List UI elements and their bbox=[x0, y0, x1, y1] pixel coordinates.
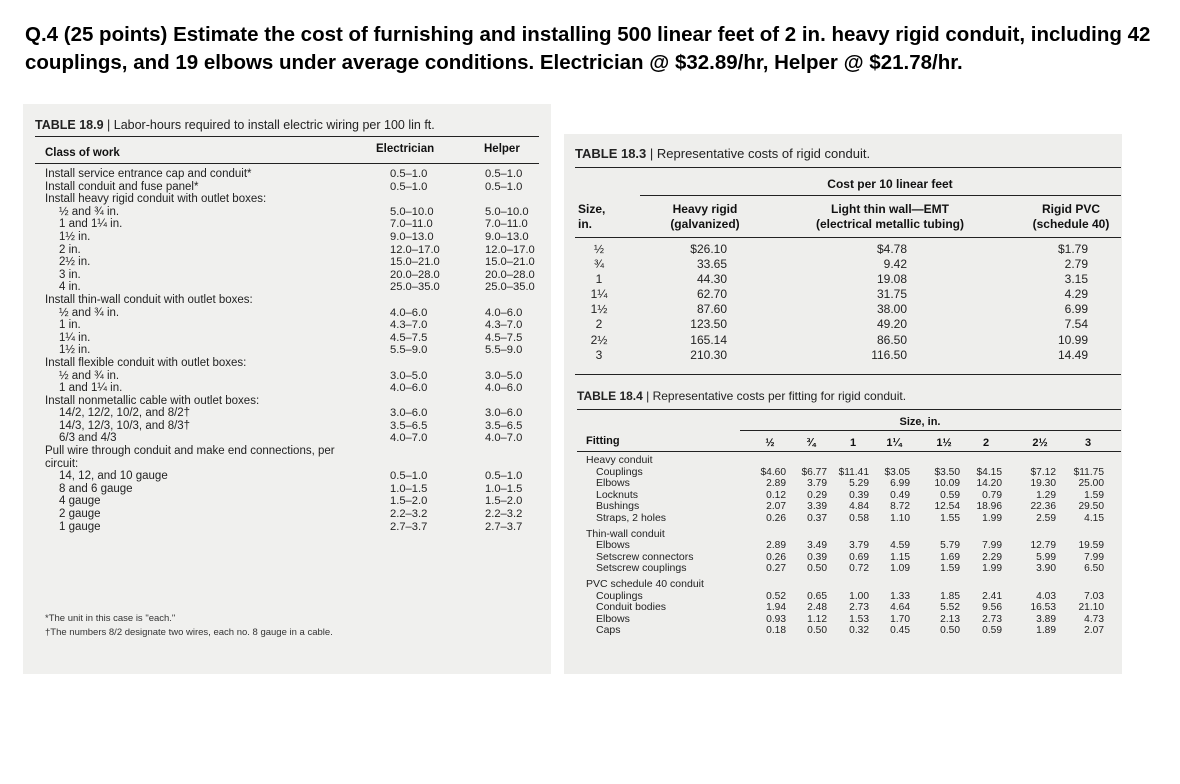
helper-hours bbox=[485, 395, 555, 408]
class-of-work-row: Install thin-wall conduit with outlet boxes: bbox=[45, 293, 253, 306]
t183-header-heavy-l1: Heavy rigid bbox=[672, 202, 738, 216]
top-rule bbox=[35, 136, 539, 137]
fitting-cost: 1.33 bbox=[890, 590, 910, 602]
fitting-name: Conduit bodies bbox=[596, 601, 667, 614]
fitting-cost: 0.52 bbox=[766, 590, 786, 602]
fitting-cost: 4.64 bbox=[890, 602, 910, 614]
t183-header-heavy bbox=[650, 202, 760, 232]
class-of-work-row: 2 gauge bbox=[59, 508, 101, 521]
pvc-cost: 2.79 bbox=[1064, 257, 1088, 272]
t183-group-rule bbox=[640, 195, 1121, 196]
helper-hours: 4.0–6.0 bbox=[485, 306, 523, 319]
fitting-cost: 4.03 bbox=[1036, 590, 1056, 602]
fitting-cost: 3.49 bbox=[807, 540, 827, 552]
electrician-hours: 4.0–6.0 bbox=[390, 382, 428, 395]
electrician-hours: 9.0–13.0 bbox=[390, 230, 434, 243]
class-of-work-row: 4 in. bbox=[59, 281, 81, 294]
fitting-cost: 1.85 bbox=[940, 590, 960, 602]
fitting-cost: 1.09 bbox=[890, 563, 910, 575]
pvc-cost: 6.99 bbox=[1064, 302, 1088, 317]
fitting-cost: 10.09 bbox=[934, 478, 960, 490]
helper-hours: 3.0–5.0 bbox=[485, 369, 523, 382]
class-of-work-row: Install conduit and fuse panel* bbox=[45, 180, 199, 193]
class-of-work-row: circuit: bbox=[45, 457, 79, 470]
electrician-hours bbox=[390, 445, 460, 458]
t183-size-column bbox=[588, 242, 610, 363]
t183-header-emt-l2: (electrical metallic tubing) bbox=[815, 217, 965, 231]
fitting-group-title: Thin-wall conduit bbox=[586, 527, 665, 540]
helper-hours: 0.5–1.0 bbox=[485, 180, 523, 193]
t183-header-pvc bbox=[1018, 202, 1124, 232]
fitting-cost: 0.26 bbox=[766, 513, 786, 524]
fitting-cost: 0.39 bbox=[807, 551, 827, 563]
class-of-work-column bbox=[45, 168, 375, 533]
fitting-cost: 6.50 bbox=[1084, 563, 1104, 575]
fitting-cost: 3.39 bbox=[807, 501, 827, 513]
fitting-cost: 0.79 bbox=[982, 489, 1002, 501]
electrician-hours bbox=[390, 294, 460, 307]
heavy-rigid-cost: 210.30 bbox=[690, 347, 727, 362]
class-of-work-row: 1 and 1¼ in. bbox=[59, 218, 123, 231]
header-helper: Helper bbox=[484, 143, 520, 155]
table-18-9-label: TABLE 18.9 bbox=[35, 118, 104, 132]
class-of-work-row: ½ and ¾ in. bbox=[59, 306, 120, 319]
fitting-cost: 0.26 bbox=[766, 551, 786, 563]
fitting-cost: 3.90 bbox=[1036, 563, 1056, 575]
fitting-size-header: 2½ bbox=[1032, 437, 1048, 449]
fitting-cost: $4.60 bbox=[760, 466, 786, 478]
electrician-hours: 0.5–1.0 bbox=[390, 470, 428, 483]
t183-header-size-l2: in. bbox=[578, 217, 592, 231]
fitting-name: Setscrew couplings bbox=[596, 562, 687, 575]
fitting-cost: 2.59 bbox=[1036, 513, 1056, 524]
question-text: Q.4 (25 points) Estimate the cost of furnishing and installing 500 linear feet of 2 in. heavy rigid conduit, including 42 couplings, and 19 elbows under average conditions. Electrician @ $32.89/hr, Helper @ $21.78/hr. bbox=[25, 23, 1151, 74]
t183-group-header: Cost per 10 linear feet bbox=[827, 177, 953, 191]
fitting-cost: 2.73 bbox=[849, 602, 869, 614]
fitting-cost: 1.53 bbox=[849, 613, 869, 625]
fitting-cost: 2.13 bbox=[940, 613, 960, 625]
fitting-cost: 1.69 bbox=[940, 551, 960, 563]
emt-cost: 86.50 bbox=[876, 332, 907, 347]
emt-cost: $4.78 bbox=[876, 242, 907, 256]
class-of-work-row: Install heavy rigid conduit with outlet boxes: bbox=[45, 193, 267, 206]
helper-hours: 4.3–7.0 bbox=[485, 319, 523, 332]
table-18-4-caption: Representative costs per fitting for rigid conduit. bbox=[652, 389, 907, 403]
electrician-hours: 5.0–10.0 bbox=[390, 205, 434, 218]
helper-hours: 4.5–7.5 bbox=[485, 331, 523, 344]
fitting-group-title: PVC schedule 40 conduit bbox=[586, 578, 704, 590]
helper-hours: 1.0–1.5 bbox=[485, 482, 523, 495]
class-of-work-row: 14, 12, and 10 gauge bbox=[59, 470, 168, 483]
pvc-cost: 14.49 bbox=[1057, 347, 1088, 362]
electrician-hours bbox=[390, 395, 460, 408]
class-of-work-row: ½ and ¾ in. bbox=[59, 205, 120, 218]
size-cell: 2 bbox=[595, 317, 603, 332]
table-18-3-title: TABLE 18.3 | Representative costs of rigid conduit. bbox=[575, 146, 871, 161]
table-18-3-caption: Representative costs of rigid conduit. bbox=[656, 146, 871, 161]
size-cell: 2½ bbox=[590, 332, 608, 347]
electrician-hours: 12.0–17.0 bbox=[390, 243, 440, 256]
emt-cost: 49.20 bbox=[876, 317, 907, 332]
size-cell: 3 bbox=[595, 347, 603, 362]
fitting-cost: $3.50 bbox=[934, 466, 960, 478]
class-of-work-row: 8 and 6 gauge bbox=[59, 482, 133, 495]
fitting-name: Elbows bbox=[596, 477, 630, 490]
pvc-cost: 4.29 bbox=[1064, 287, 1088, 302]
t183-header-emt-l1: Light thin wall—EMT bbox=[831, 202, 949, 216]
class-of-work-row: 3 in. bbox=[59, 268, 81, 281]
fitting-name: Couplings bbox=[596, 465, 643, 478]
helper-hours: 0.5–1.0 bbox=[485, 470, 523, 483]
helper-hours: 25.0–35.0 bbox=[485, 281, 535, 294]
fitting-cost: 3.89 bbox=[1036, 613, 1056, 625]
fitting-cost: 5.52 bbox=[940, 602, 960, 614]
helper-hours: 2.7–3.7 bbox=[485, 520, 523, 533]
class-of-work-row: 14/3, 12/3, 10/3, and 8/3† bbox=[59, 419, 191, 432]
fitting-cost: $11.41 bbox=[838, 466, 869, 478]
fitting-cost: 14.20 bbox=[976, 478, 1002, 490]
electrician-hours: 2.2–3.2 bbox=[390, 508, 428, 521]
t183-header-pvc-l2: (schedule 40) bbox=[1032, 217, 1110, 231]
helper-hours: 3.5–6.5 bbox=[485, 419, 523, 432]
class-of-work-row: 1½ in. bbox=[59, 230, 91, 243]
class-of-work-row: 1¼ in. bbox=[59, 331, 91, 344]
fitting-cost: 2.41 bbox=[982, 590, 1002, 602]
helper-hours: 4.0–6.0 bbox=[485, 382, 523, 395]
fitting-cost: 3.79 bbox=[849, 540, 869, 552]
fitting-size-header: ½ bbox=[765, 437, 775, 449]
fitting-cost: $11.75 bbox=[1073, 466, 1104, 478]
electrician-hours: 4.3–7.0 bbox=[390, 319, 428, 332]
fitting-cost: 9.56 bbox=[982, 602, 1002, 614]
heavy-rigid-cost: 87.60 bbox=[696, 302, 727, 317]
fitting-cost: 19.30 bbox=[1030, 478, 1056, 490]
fitting-cost: 22.36 bbox=[1030, 501, 1056, 513]
header-electrician: Electrician bbox=[376, 143, 435, 155]
size-cell: 1 bbox=[595, 272, 603, 287]
helper-hours: 12.0–17.0 bbox=[485, 243, 535, 256]
fitting-name: Bushings bbox=[596, 500, 640, 513]
fitting-cost: 18.96 bbox=[976, 501, 1002, 513]
emt-cost: 9.42 bbox=[883, 257, 907, 272]
class-of-work-row: 14/2, 12/2, 10/2, and 8/2† bbox=[59, 407, 191, 420]
fitting-cost: 5.99 bbox=[1036, 551, 1056, 563]
electrician-hours: 4.5–7.5 bbox=[390, 331, 428, 344]
table-18-4-title: TABLE 18.4 | Representative costs per fitting for rigid conduit. bbox=[577, 389, 907, 403]
size-cell: 1½ bbox=[590, 302, 608, 317]
heavy-rigid-cost: $26.10 bbox=[690, 242, 727, 256]
fitting-cost: 1.10 bbox=[890, 513, 910, 524]
helper-hours bbox=[485, 445, 555, 458]
header-class-of-work: Class of work bbox=[45, 147, 120, 159]
fitting-cost: 0.72 bbox=[849, 563, 869, 575]
helper-hours bbox=[485, 357, 555, 370]
t184-top-rule bbox=[577, 409, 1121, 410]
fitting-cost: $4.15 bbox=[976, 466, 1002, 478]
fitting-cost: 0.45 bbox=[890, 625, 910, 637]
fitting-cost: 1.59 bbox=[1084, 489, 1104, 501]
fitting-cost: 0.50 bbox=[807, 625, 827, 637]
t183-header-emt bbox=[780, 202, 1000, 232]
electrician-hours: 3.0–6.0 bbox=[390, 407, 428, 420]
emt-cost: 31.75 bbox=[876, 287, 907, 302]
class-of-work-row: Pull wire through conduit and make end connections, per bbox=[45, 445, 335, 458]
helper-hours: 9.0–13.0 bbox=[485, 230, 529, 243]
fitting-cost: 1.12 bbox=[807, 613, 827, 625]
electrician-hours bbox=[390, 357, 460, 370]
t183-emt-column bbox=[850, 242, 907, 363]
fitting-cost: $6.77 bbox=[801, 466, 827, 478]
t184-size-header: Size, in. bbox=[899, 416, 941, 428]
emt-cost: 19.08 bbox=[876, 272, 907, 287]
t184-size-rule bbox=[740, 430, 1121, 431]
class-of-work-row: Install flexible conduit with outlet boxes: bbox=[45, 356, 247, 369]
helper-hours: 15.0–21.0 bbox=[485, 256, 535, 269]
fitting-cost: 1.59 bbox=[940, 563, 960, 575]
table-18-9-title: TABLE 18.9 | Labor-hours required to install electric wiring per 100 lin ft. bbox=[35, 118, 435, 132]
pvc-cost: 10.99 bbox=[1057, 332, 1088, 347]
fitting-cost: 1.29 bbox=[1036, 489, 1056, 501]
fitting-cost: 4.15 bbox=[1084, 513, 1104, 524]
class-of-work-row: ½ and ¾ in. bbox=[59, 369, 120, 382]
heavy-rigid-cost: 44.30 bbox=[696, 272, 727, 287]
fitting-cost: 7.03 bbox=[1084, 590, 1104, 602]
t184-fitting-header: Fitting bbox=[586, 435, 620, 447]
electrician-hours: 0.5–1.0 bbox=[390, 168, 428, 180]
pvc-cost: 7.54 bbox=[1064, 317, 1088, 332]
fitting-cost: 4.73 bbox=[1084, 613, 1104, 625]
t183-header-size-l1: Size, bbox=[578, 202, 606, 216]
fitting-cost: 25.00 bbox=[1078, 478, 1104, 490]
pvc-cost: 3.15 bbox=[1064, 272, 1088, 287]
fitting-cost: 1.89 bbox=[1036, 625, 1056, 637]
fitting-cost: 0.12 bbox=[766, 489, 786, 501]
electrician-hours bbox=[390, 193, 460, 206]
fitting-cost: 21.10 bbox=[1078, 602, 1104, 614]
fitting-cost: 2.07 bbox=[1084, 625, 1104, 637]
fitting-cost: 0.32 bbox=[849, 625, 869, 637]
fitting-cost: 0.37 bbox=[807, 513, 827, 524]
electrician-hours: 1.0–1.5 bbox=[390, 482, 428, 495]
fitting-cost: 7.99 bbox=[1084, 551, 1104, 563]
class-of-work-row: Install service entrance cap and conduit* bbox=[45, 168, 252, 180]
t183-header-size bbox=[578, 202, 622, 232]
electrician-hours: 7.0–11.0 bbox=[390, 218, 433, 231]
t183-heavy-column bbox=[660, 242, 727, 363]
heavy-rigid-cost: 33.65 bbox=[696, 257, 727, 272]
footnote-wires: †The numbers 8/2 designate two wires, each no. 8 gauge in a cable. bbox=[45, 627, 333, 638]
fitting-cost: 2.07 bbox=[766, 501, 786, 513]
electrician-hours: 15.0–21.0 bbox=[390, 256, 440, 269]
t183-bottom-rule bbox=[575, 374, 1121, 375]
fitting-size-header: 3 bbox=[1084, 437, 1092, 449]
helper-hours: 3.0–6.0 bbox=[485, 407, 523, 420]
t184-header-rule bbox=[577, 451, 1121, 452]
fitting-cost: 2.48 bbox=[807, 602, 827, 614]
class-of-work-row: 1 in. bbox=[59, 319, 81, 332]
fitting-cost: 8.72 bbox=[890, 501, 910, 513]
fitting-cost: 0.65 bbox=[807, 590, 827, 602]
fitting-cost: 3.79 bbox=[807, 478, 827, 490]
class-of-work-row: 1½ in. bbox=[59, 344, 91, 357]
fitting-group-title: Heavy conduit bbox=[586, 454, 653, 466]
electrician-hours: 3.5–6.5 bbox=[390, 419, 428, 432]
electrician-hours bbox=[390, 458, 460, 471]
class-of-work-row: Install nonmetallic cable with outlet boxes: bbox=[45, 394, 260, 407]
fitting-size-header: 1¼ bbox=[886, 437, 902, 449]
electrician-hours: 4.0–6.0 bbox=[390, 306, 428, 319]
fitting-cost: 6.99 bbox=[890, 478, 910, 490]
fitting-cost: 0.29 bbox=[807, 489, 827, 501]
fitting-cost: 0.93 bbox=[766, 613, 786, 625]
helper-hours: 2.2–3.2 bbox=[485, 508, 523, 521]
fitting-cost: 1.99 bbox=[982, 513, 1002, 524]
fitting-cost: 1.70 bbox=[890, 613, 910, 625]
helper-hours: 7.0–11.0 bbox=[485, 218, 528, 231]
class-of-work-row: 6/3 and 4/3 bbox=[59, 432, 117, 445]
helper-hours: 20.0–28.0 bbox=[485, 268, 535, 281]
t183-header-heavy-l2: (galvanized) bbox=[670, 217, 740, 231]
fitting-cost: 12.79 bbox=[1030, 540, 1056, 552]
fitting-cost: 2.73 bbox=[982, 613, 1002, 625]
fitting-cost: 0.27 bbox=[766, 563, 786, 575]
table-18-3-label: TABLE 18.3 bbox=[575, 146, 647, 161]
fitting-cost: 2.29 bbox=[982, 551, 1002, 563]
fitting-cost: 1.99 bbox=[982, 563, 1002, 575]
size-cell: 1¼ bbox=[590, 287, 608, 302]
fitting-name: Straps, 2 holes bbox=[596, 512, 667, 524]
t183-header-pvc-l1: Rigid PVC bbox=[1041, 202, 1100, 216]
fitting-cost: 4.59 bbox=[890, 540, 910, 552]
fitting-cost: 0.50 bbox=[940, 625, 960, 637]
fitting-size-header: ¾ bbox=[806, 437, 816, 449]
size-cell: ¾ bbox=[593, 257, 604, 272]
helper-column bbox=[485, 168, 555, 533]
helper-hours bbox=[485, 294, 555, 307]
fitting-cost: 2.89 bbox=[766, 478, 786, 490]
fitting-cost: 0.50 bbox=[807, 563, 827, 575]
helper-hours bbox=[485, 458, 555, 471]
helper-hours: 1.5–2.0 bbox=[485, 495, 523, 508]
class-of-work-row: 4 gauge bbox=[59, 495, 101, 508]
fitting-cost: 5.29 bbox=[849, 478, 869, 490]
electrician-hours: 1.5–2.0 bbox=[390, 495, 428, 508]
fitting-cost: 1.94 bbox=[766, 602, 786, 614]
electrician-hours: 0.5–1.0 bbox=[390, 180, 428, 193]
heavy-rigid-cost: 123.50 bbox=[690, 317, 727, 332]
t183-header-rule bbox=[575, 237, 1121, 238]
helper-hours: 5.0–10.0 bbox=[485, 205, 529, 218]
fitting-cost: 0.49 bbox=[890, 489, 910, 501]
fitting-name: Locknuts bbox=[596, 488, 639, 501]
fitting-cost: 0.58 bbox=[849, 513, 869, 524]
helper-hours bbox=[485, 193, 555, 206]
class-of-work-row: 1 gauge bbox=[59, 520, 101, 533]
fitting-name: Elbows bbox=[596, 539, 630, 552]
helper-hours: 4.0–7.0 bbox=[485, 432, 523, 445]
fitting-cost: $7.12 bbox=[1030, 466, 1056, 478]
helper-hours: 5.5–9.0 bbox=[485, 344, 523, 357]
electrician-hours: 4.0–7.0 bbox=[390, 432, 428, 445]
electrician-hours: 5.5–9.0 bbox=[390, 344, 428, 357]
heavy-rigid-cost: 62.70 bbox=[696, 287, 727, 302]
class-of-work-row: 2 in. bbox=[59, 243, 81, 256]
fitting-name: Couplings bbox=[596, 589, 643, 602]
fitting-cost: 0.59 bbox=[982, 625, 1002, 637]
electrician-hours: 3.0–5.0 bbox=[390, 369, 428, 382]
fitting-cost: $3.05 bbox=[884, 466, 910, 478]
fitting-cost: 2.89 bbox=[766, 540, 786, 552]
t183-pvc-column bbox=[1040, 242, 1088, 363]
fitting-size-header: 2 bbox=[982, 437, 990, 449]
electrician-hours: 20.0–28.0 bbox=[390, 268, 440, 281]
helper-hours: 0.5–1.0 bbox=[485, 168, 523, 180]
class-of-work-row: 1 and 1¼ in. bbox=[59, 382, 123, 395]
fitting-name: Caps bbox=[596, 624, 621, 637]
size-cell: ½ bbox=[593, 242, 604, 256]
emt-cost: 38.00 bbox=[876, 302, 907, 317]
class-of-work-row: 2½ in. bbox=[59, 256, 91, 269]
fitting-size-header: 1½ bbox=[936, 437, 952, 449]
table-18-4-label: TABLE 18.4 bbox=[577, 389, 643, 403]
fitting-size-header: 1 bbox=[849, 437, 857, 449]
electrician-hours: 2.7–3.7 bbox=[390, 520, 428, 533]
fitting-cost: 0.39 bbox=[849, 489, 869, 501]
fitting-cost: 7.99 bbox=[982, 540, 1002, 552]
fitting-name: Setscrew connectors bbox=[596, 550, 694, 563]
fitting-cost: 0.69 bbox=[849, 551, 869, 563]
electrician-hours: 25.0–35.0 bbox=[390, 281, 440, 294]
header-rule bbox=[35, 163, 539, 164]
heavy-rigid-cost: 165.14 bbox=[690, 332, 727, 347]
table-18-9-caption: Labor-hours required to install electric wiring per 100 lin ft. bbox=[113, 118, 435, 132]
emt-cost: 116.50 bbox=[871, 347, 907, 362]
fitting-cost: 5.79 bbox=[940, 540, 960, 552]
fitting-name: Elbows bbox=[596, 612, 630, 625]
fitting-cost: 1.15 bbox=[890, 551, 910, 563]
fitting-cost: 0.18 bbox=[766, 625, 786, 637]
fitting-cost: 29.50 bbox=[1078, 501, 1104, 513]
fitting-cost: 1.55 bbox=[940, 513, 960, 524]
fitting-cost: 0.59 bbox=[940, 489, 960, 501]
fitting-cost: 4.84 bbox=[849, 501, 869, 513]
fitting-cost: 12.54 bbox=[934, 501, 960, 513]
fitting-cost: 19.59 bbox=[1078, 540, 1104, 552]
t183-top-rule bbox=[575, 167, 1121, 168]
footnote-each: *The unit in this case is "each." bbox=[45, 613, 176, 624]
electrician-column bbox=[390, 168, 460, 533]
pvc-cost: $1.79 bbox=[1057, 242, 1088, 256]
fitting-cost: 16.53 bbox=[1030, 602, 1056, 614]
fitting-cost: 1.00 bbox=[849, 590, 869, 602]
